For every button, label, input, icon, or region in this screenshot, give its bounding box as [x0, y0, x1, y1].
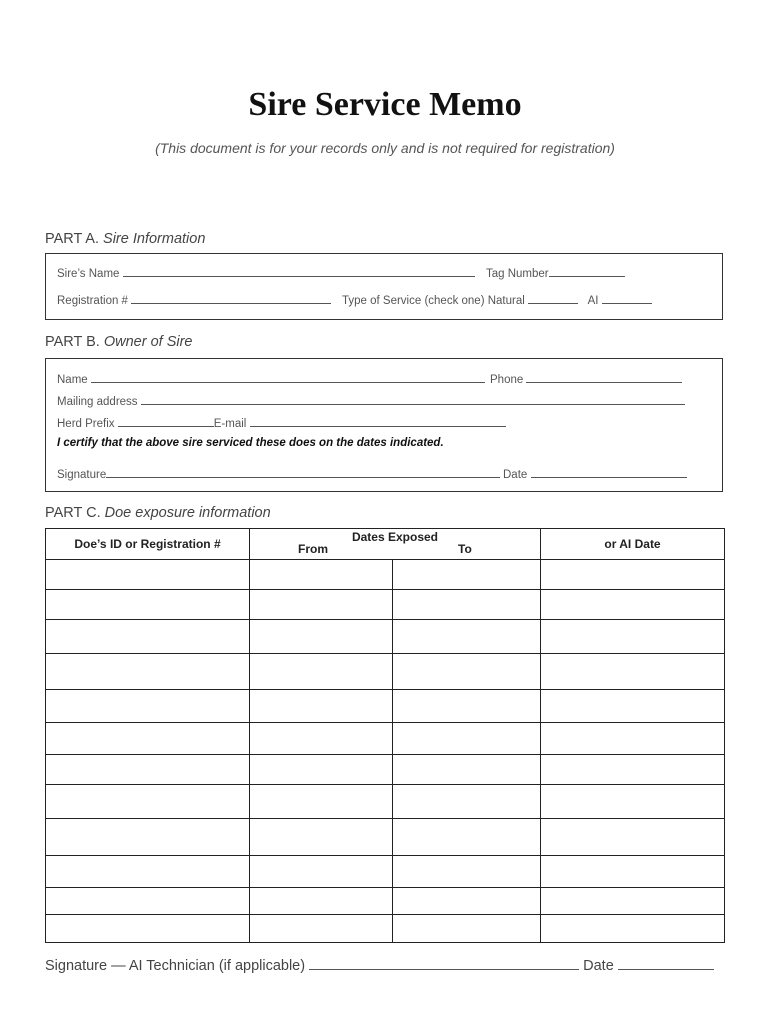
part-a-box [45, 253, 723, 320]
owner-signature-row [57, 466, 500, 481]
table-row [46, 755, 725, 785]
owner-signature-label: Signature [57, 469, 107, 481]
table-row [46, 590, 725, 620]
owner-date-label: Date [503, 469, 528, 481]
to-cell[interactable] [393, 856, 541, 888]
page-title: Sire Service Memo [248, 86, 522, 123]
doe-id-cell[interactable] [46, 819, 250, 856]
part-b-box [45, 358, 723, 492]
table-row [46, 915, 725, 943]
mailing-row [57, 393, 685, 408]
ai-date-cell[interactable] [541, 785, 725, 819]
part-c-prefix: PART C. [45, 505, 101, 521]
doe-id-cell[interactable] [46, 888, 250, 915]
table-row [46, 690, 725, 723]
ai-date-cell[interactable] [541, 690, 725, 723]
mailing-field[interactable] [141, 393, 685, 405]
email-label: E-mail [213, 418, 247, 430]
ai-date-cell[interactable] [541, 620, 725, 654]
table-row [46, 723, 725, 755]
sires-name-label: Sire’s Name [57, 268, 120, 280]
doe-id-cell[interactable] [46, 590, 250, 620]
to-cell[interactable] [393, 590, 541, 620]
table-row [46, 785, 725, 819]
footer-date-label: Date [583, 958, 614, 974]
table-row [46, 654, 725, 690]
to-cell[interactable] [393, 560, 541, 590]
herd-email-row [57, 415, 506, 430]
col-header-doe-id: Doe’s ID or Registration # [46, 529, 250, 560]
doe-id-cell[interactable] [46, 915, 250, 943]
to-cell[interactable] [393, 654, 541, 690]
col-header-dates-exposed [250, 529, 541, 560]
from-cell[interactable] [250, 690, 393, 723]
ai-tech-signature-field[interactable] [309, 956, 579, 970]
ai-date-cell[interactable] [541, 819, 725, 856]
from-cell[interactable] [250, 888, 393, 915]
mailing-label: Mailing address [57, 396, 138, 408]
type-of-service-label: Type of Service (check one) Natural [342, 295, 525, 307]
to-cell[interactable] [393, 620, 541, 654]
table-row [46, 888, 725, 915]
to-label: To [458, 542, 472, 556]
registration-row [57, 292, 331, 307]
from-cell[interactable] [250, 560, 393, 590]
phone-row [490, 371, 682, 386]
herd-prefix-field[interactable] [118, 415, 214, 427]
doe-id-cell[interactable] [46, 654, 250, 690]
sires-name-field[interactable] [123, 265, 475, 277]
ai-date-cell[interactable] [541, 915, 725, 943]
herd-prefix-label: Herd Prefix [57, 418, 115, 430]
page-subtitle: (This document is for your records only and is not required for registration) [155, 140, 615, 156]
from-cell[interactable] [250, 785, 393, 819]
to-cell[interactable] [393, 755, 541, 785]
table-row [46, 819, 725, 856]
from-label: From [298, 542, 328, 556]
tag-number-row [486, 265, 625, 280]
to-cell[interactable] [393, 785, 541, 819]
doe-id-cell[interactable] [46, 785, 250, 819]
part-a-heading [45, 231, 205, 247]
ai-label: AI [587, 295, 599, 307]
from-cell[interactable] [250, 915, 393, 943]
table-header-row [46, 529, 725, 560]
table-row [46, 620, 725, 654]
doe-id-cell[interactable] [46, 620, 250, 654]
sires-name-row [57, 265, 475, 280]
part-a-name: Sire Information [103, 231, 206, 247]
doe-id-cell[interactable] [46, 690, 250, 723]
from-cell[interactable] [250, 654, 393, 690]
ai-date-cell[interactable] [541, 856, 725, 888]
to-cell[interactable] [393, 888, 541, 915]
footer-date-field[interactable] [618, 956, 714, 970]
part-c-heading [45, 505, 271, 521]
registration-label: Registration # [57, 295, 128, 307]
doe-id-cell[interactable] [46, 856, 250, 888]
certify-statement: I certify that the above sire serviced these does on the dates indicated. [57, 437, 444, 449]
col-header-ai-date: or AI Date [541, 529, 725, 560]
from-cell[interactable] [250, 620, 393, 654]
tag-number-field[interactable] [549, 265, 625, 277]
owner-date-row [503, 466, 687, 481]
ai-date-cell[interactable] [541, 723, 725, 755]
owner-name-row [57, 371, 485, 386]
type-of-service-row [342, 292, 652, 307]
email-field[interactable] [250, 415, 506, 427]
from-cell[interactable] [250, 755, 393, 785]
doe-id-cell[interactable] [46, 755, 250, 785]
to-cell[interactable] [393, 723, 541, 755]
to-cell[interactable] [393, 819, 541, 856]
to-cell[interactable] [393, 690, 541, 723]
ai-tech-signature-label: Signature — AI Technician (if applicable) [45, 958, 306, 974]
part-b-heading [45, 334, 193, 350]
ai-date-cell[interactable] [541, 755, 725, 785]
from-cell[interactable] [250, 819, 393, 856]
doe-id-cell[interactable] [46, 723, 250, 755]
to-cell[interactable] [393, 915, 541, 943]
footer-signature-row [45, 956, 714, 974]
doe-exposure-table [45, 528, 725, 943]
doe-id-cell[interactable] [46, 560, 250, 590]
owner-signature-field[interactable] [106, 466, 500, 478]
ai-check-field[interactable] [602, 292, 652, 304]
table-row [46, 560, 725, 590]
table-row [46, 856, 725, 888]
from-cell[interactable] [250, 856, 393, 888]
part-b-prefix: PART B. [45, 334, 100, 350]
ai-date-cell[interactable] [541, 560, 725, 590]
part-a-prefix: PART A. [45, 231, 99, 247]
phone-label: Phone [490, 374, 524, 386]
owner-name-field[interactable] [91, 371, 485, 383]
owner-date-field[interactable] [531, 466, 687, 478]
natural-check-field[interactable] [528, 292, 578, 304]
registration-field[interactable] [131, 292, 331, 304]
ai-date-cell[interactable] [541, 590, 725, 620]
part-b-name: Owner of Sire [103, 334, 193, 350]
owner-name-label: Name [57, 374, 88, 386]
from-cell[interactable] [250, 723, 393, 755]
phone-field[interactable] [526, 371, 682, 383]
tag-number-label: Tag Number [486, 268, 549, 280]
ai-date-cell[interactable] [541, 654, 725, 690]
ai-date-cell[interactable] [541, 888, 725, 915]
from-cell[interactable] [250, 590, 393, 620]
dates-exposed-label: Dates Exposed [351, 530, 439, 544]
part-c-name: Doe exposure information [104, 505, 271, 521]
